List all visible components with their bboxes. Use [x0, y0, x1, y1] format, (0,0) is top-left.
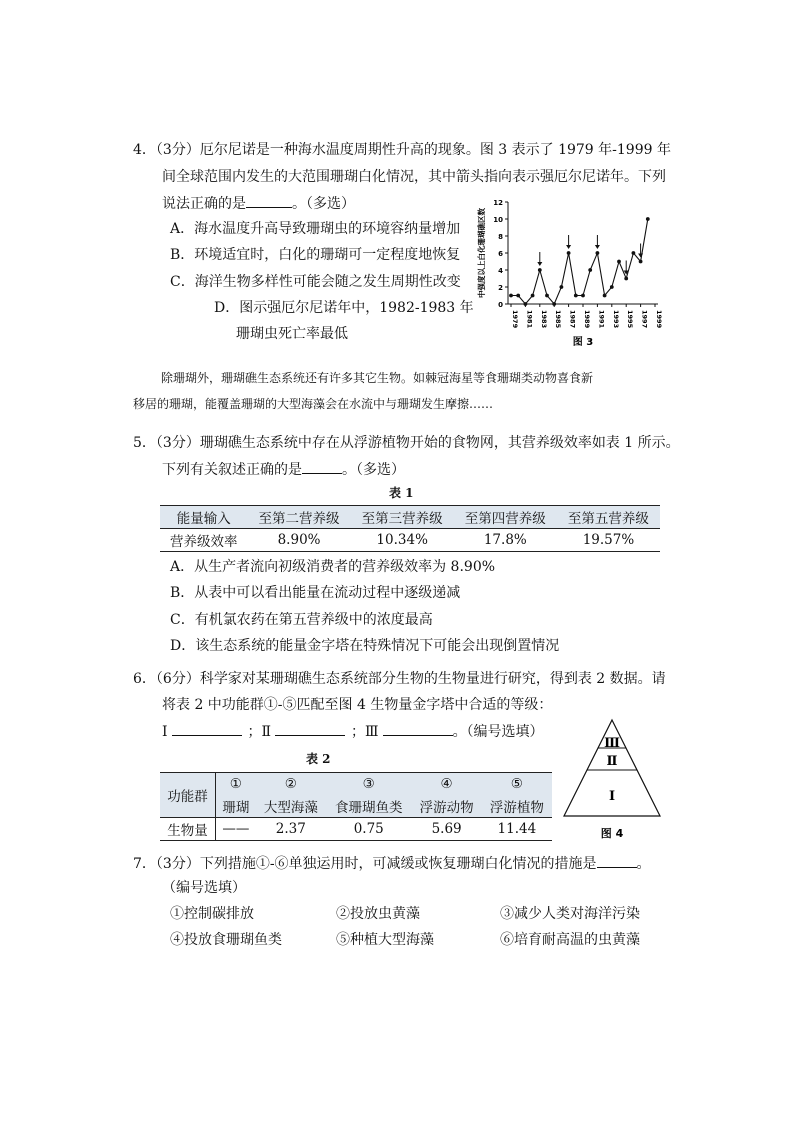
data-point — [639, 260, 643, 264]
q7-option: ③减少人类对海洋污染 — [500, 906, 640, 922]
q7-option: ⑥培育耐高温的虫黄藻 — [500, 932, 640, 948]
data-point — [610, 285, 614, 289]
q6-label-ii: ；Ⅱ — [247, 724, 272, 740]
table-2-header: 功能群 — [160, 773, 216, 818]
table-2-cell: —— — [222, 821, 250, 837]
q6-blank-i[interactable] — [172, 721, 242, 736]
q4-line-2: 间全球范围内发生的大范围珊瑚白化情况，其中箭头指向表示强厄尔尼诺年。下列 — [162, 169, 666, 185]
table-2-cell: ⑤ — [510, 776, 523, 792]
q4-line-3 — [162, 193, 355, 214]
x-tick-label: 1999 — [655, 310, 663, 329]
data-point — [603, 294, 607, 298]
q7-line-2: （编号选填） — [162, 880, 246, 896]
table-1-title: 表 1 — [389, 486, 414, 500]
q6-line-3 — [162, 721, 544, 742]
x-tick-label: 1981 — [525, 310, 534, 329]
x-tick-label: 1985 — [554, 310, 563, 329]
table-1-header: 至第五营养级 — [567, 511, 649, 527]
data-point — [516, 294, 520, 298]
q5-option-d: D．该生态系统的能量金字塔在特殊情况下可能会出现倒置情况 — [170, 638, 560, 654]
el-nino-arrowhead — [595, 245, 600, 249]
table-2-row — [160, 795, 552, 818]
q4-option-d-1: D．图示强厄尔尼诺年中，1982-1983 年 — [214, 300, 474, 316]
series-line — [511, 219, 648, 304]
q5-line-2 — [162, 459, 405, 480]
table-2-cell: ④ — [440, 776, 453, 792]
q5-option-c: C．有机氯农药在第五营养级中的浓度最高 — [170, 612, 433, 628]
q4-line-1: 4．（3分）厄尔尼诺是一种海水温度周期性升高的现象。图 3 表示了 1979 年-1999 年 — [133, 142, 671, 158]
table-2-cell: 食珊瑚鱼类 — [334, 800, 403, 816]
q7-answer-blank[interactable] — [597, 853, 637, 868]
q5-answer-blank[interactable] — [302, 459, 342, 474]
y-tick-label: 12 — [493, 199, 503, 207]
table-2-cell: ① — [229, 776, 242, 792]
q6-tail: 。（编号选填） — [452, 724, 544, 740]
figure-4-pyramid — [560, 718, 664, 842]
data-point — [581, 294, 585, 298]
q4-option-a: A．海水温度升高导致珊瑚虫的环境容纳量增加 — [170, 221, 461, 237]
y-tick-label: 10 — [493, 216, 503, 224]
q5-stem-tail: 。（多选） — [342, 462, 405, 478]
figure-3-caption: 图 3 — [572, 337, 594, 347]
pyramid-level-ii: Ⅱ — [606, 754, 618, 769]
table-2-cell: ③ — [362, 776, 375, 792]
table-2-cell: ② — [284, 776, 297, 792]
y-tick-label: 4 — [498, 267, 503, 275]
table-2-cell: 大型海藻 — [263, 800, 318, 816]
data-point — [545, 294, 549, 298]
q6-label-iii: ；Ⅲ — [351, 724, 379, 740]
table-2-cell: 珊瑚 — [222, 800, 250, 816]
q4-stem: 说法正确的是 — [162, 196, 246, 212]
q6-line-1: 6．（6分）科学家对某珊瑚礁生态系统部分生物的生物量进行研究，得到表 2 数据。请 — [133, 671, 666, 687]
x-tick-label: 1993 — [611, 310, 620, 329]
data-point — [624, 277, 628, 281]
x-tick-label: 1983 — [539, 310, 548, 329]
data-point — [596, 251, 600, 255]
pyramid-level-iii: Ⅲ — [604, 736, 620, 751]
data-point — [646, 217, 650, 221]
table-2-cell: 浮游动物 — [419, 800, 474, 816]
passage-line-1: 除珊瑚外，珊瑚礁生态系统还有许多其它生物。如棘冠海星等食珊瑚类动物喜食新 — [161, 371, 594, 385]
q5-option-a: A．从生产者流向初级消费者的营养级效率为 8.90% — [170, 559, 496, 575]
data-point — [509, 294, 513, 298]
table-2-cell: 浮游植物 — [489, 800, 544, 816]
data-point — [588, 268, 592, 272]
q7-stem-tail: 。 — [636, 856, 651, 872]
data-point — [538, 268, 542, 272]
q4-option-b: B．环境适宜时，白化的珊瑚可一定程度地恢复 — [170, 247, 461, 263]
q7-option: ⑤种植大型海藻 — [336, 932, 434, 948]
y-tick-label: 8 — [498, 233, 503, 241]
table-1-header: 至第二营养级 — [258, 511, 340, 527]
table-2 — [160, 772, 552, 841]
table-1-cell: 19.57% — [582, 532, 635, 548]
q7-stem: 7．（3分）下列措施①-⑥单独运用时，可减缓或恢复珊瑚白化情况的措施是 — [133, 856, 597, 872]
data-point — [632, 251, 636, 255]
data-point — [524, 302, 528, 306]
q6-line-2: 将表 2 中功能群①-⑤匹配至图 4 生物量金字塔中合适的等级： — [162, 697, 553, 713]
figure-4-caption: 图 4 — [600, 827, 624, 840]
table-2-cell: 5.69 — [431, 821, 462, 837]
q6-blank-ii[interactable] — [275, 721, 345, 736]
data-point — [617, 260, 621, 264]
y-axis-label: 中强度以上白化珊瑚礁区数 — [477, 208, 486, 298]
q7-option: ②投放虫黄藻 — [336, 906, 420, 922]
table-2-title: 表 2 — [306, 752, 331, 766]
data-point — [567, 251, 571, 255]
q5-line-1: 5．（3分）珊瑚礁生态系统中存在从浮游植物开始的食物网，其营养级效率如表 1 所示。 — [133, 435, 680, 451]
table-1-header-row — [160, 506, 660, 529]
table-2-cell: 2.37 — [275, 821, 306, 837]
q7-option: ④投放食珊瑚鱼类 — [170, 932, 282, 948]
x-tick-label: 1989 — [583, 310, 591, 329]
q4-stem-tail: 。（多选） — [292, 196, 355, 212]
pyramid-level-i: Ⅰ — [608, 789, 616, 804]
table-2-cell: 0.75 — [353, 821, 384, 837]
x-tick-label: 1995 — [626, 310, 635, 329]
el-nino-arrowhead — [638, 254, 643, 258]
q6-blank-iii[interactable] — [383, 721, 453, 736]
table-1 — [160, 505, 660, 552]
y-tick-label: 0 — [498, 301, 503, 309]
table-1-cell: 营养级效率 — [169, 534, 238, 550]
data-point — [531, 294, 535, 298]
figure-3-chart — [472, 192, 672, 347]
table-1-header: 能量输入 — [176, 511, 231, 527]
q7-line-1 — [133, 853, 651, 874]
q4-option-c: C．海洋生物多样性可能会随之发生周期性改变 — [170, 274, 461, 290]
data-point — [574, 294, 578, 298]
q4-option-d-2: 珊瑚虫死亡率最低 — [236, 326, 348, 342]
x-tick-label: 1987 — [568, 310, 577, 329]
table-2-row — [160, 818, 552, 841]
x-tick-label: 1979 — [511, 310, 519, 329]
x-tick-label: 1991 — [597, 310, 606, 329]
table-2-row — [160, 773, 552, 796]
table-2-header: 生物量 — [160, 818, 216, 841]
q7-option: ①控制碳排放 — [170, 906, 254, 922]
x-tick-label: 1997 — [640, 310, 649, 329]
table-1-cell: 10.34% — [376, 532, 428, 548]
table-1-cell: 8.90% — [277, 532, 321, 548]
passage-line-2: 移居的珊瑚，能覆盖珊瑚的大型海藻会在水流中与珊瑚发生摩擦…… — [133, 397, 494, 411]
table-2-cell: 11.44 — [497, 821, 537, 837]
q5-option-b: B．从表中可以看出能量在流动过程中逐级递减 — [170, 585, 461, 601]
el-nino-arrowhead — [566, 245, 571, 249]
q4-answer-blank[interactable] — [246, 193, 292, 208]
table-1-header: 至第三营养级 — [361, 511, 443, 527]
y-tick-label: 6 — [498, 250, 503, 258]
data-point — [552, 302, 556, 306]
table-1-row — [160, 529, 660, 552]
table-1-cell: 17.8% — [483, 532, 527, 548]
data-point — [560, 285, 564, 289]
q5-stem: 下列有关叙述正确的是 — [162, 462, 302, 478]
y-tick-label: 2 — [498, 284, 503, 292]
el-nino-arrowhead — [537, 262, 542, 266]
q6-label-i: Ⅰ — [162, 724, 168, 740]
table-1-header: 至第四营养级 — [464, 511, 546, 527]
